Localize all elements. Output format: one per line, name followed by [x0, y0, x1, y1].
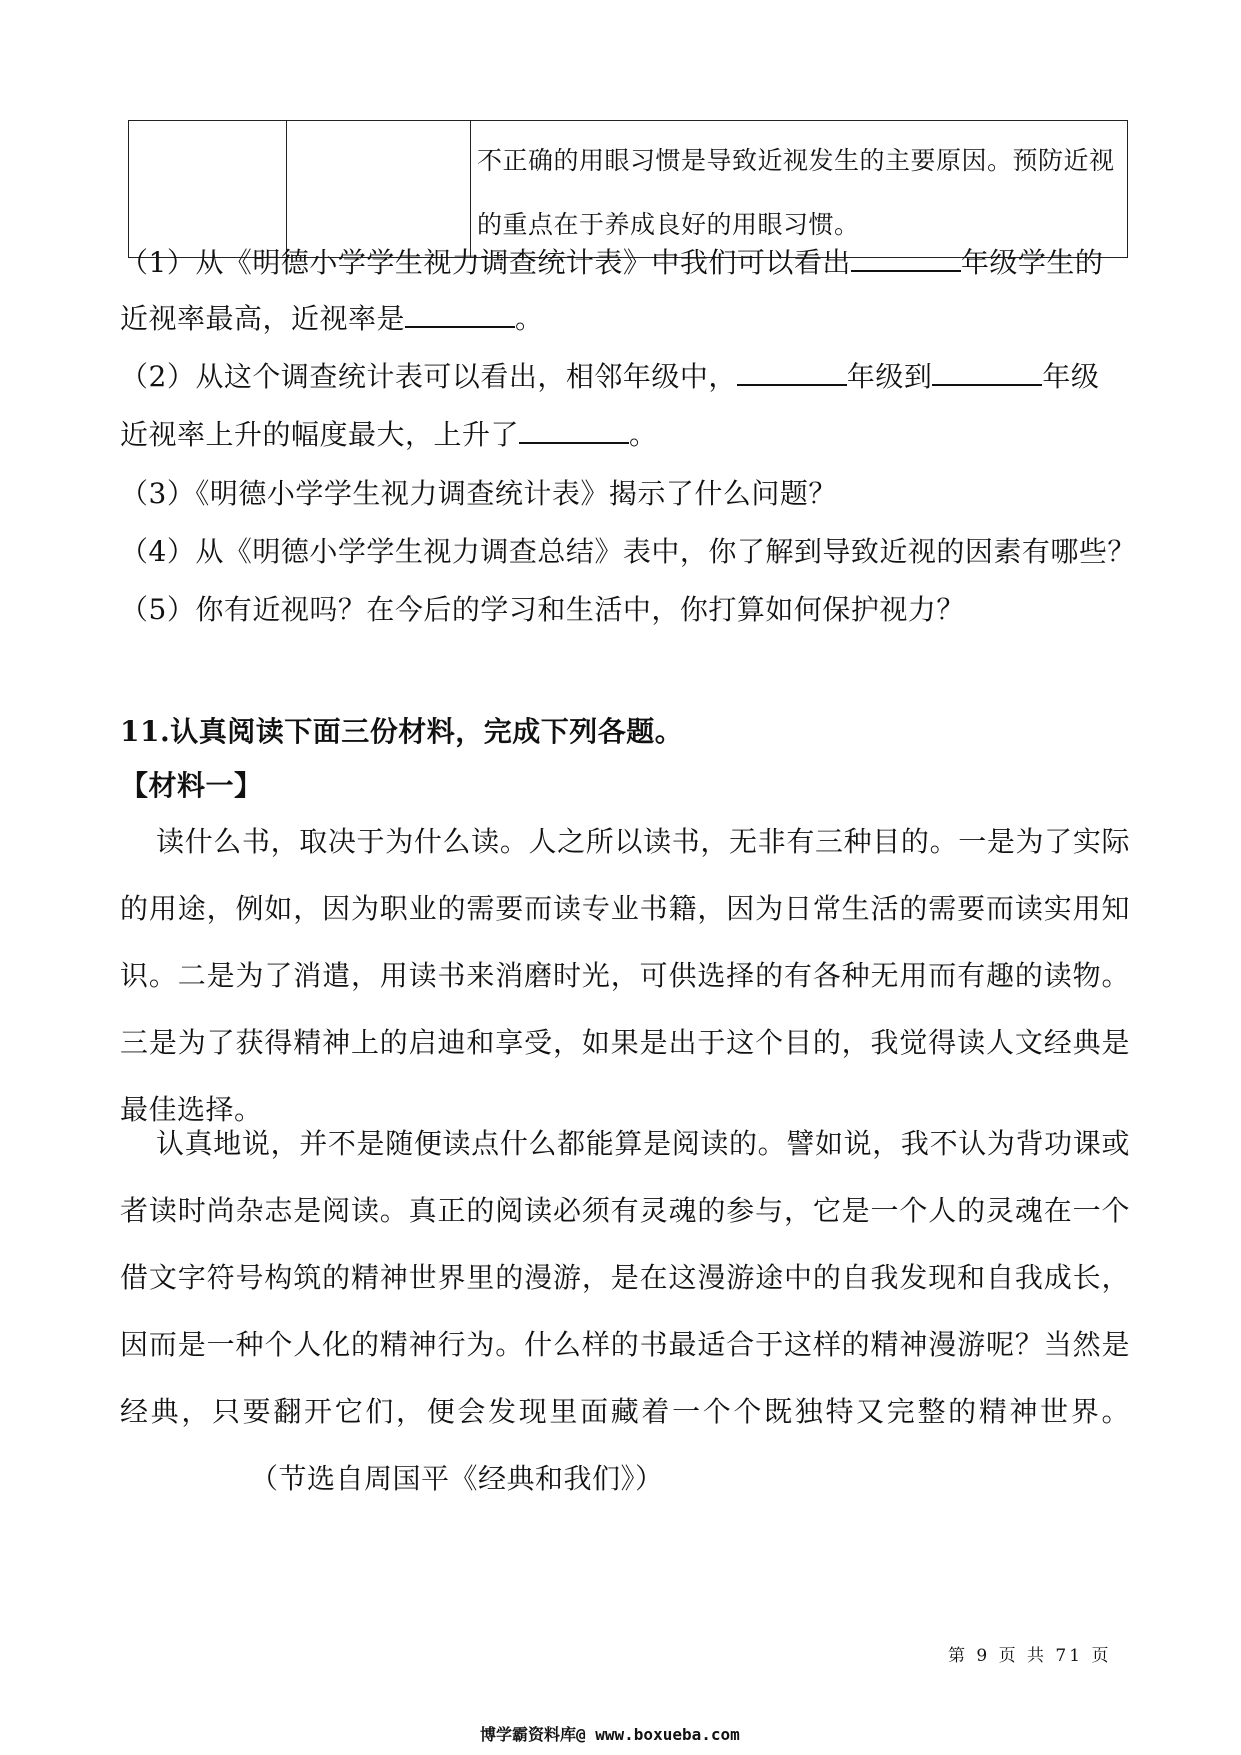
question-2-line-2 — [120, 414, 1130, 455]
answer-blank[interactable] — [405, 298, 515, 328]
section-11-heading: 11.认真阅读下面三份材料，完成下列各题。 — [120, 715, 684, 748]
q1-text-b: 年级学生的 — [960, 246, 1104, 279]
watermark: 博学霸资料库@ www.boxueba.com — [480, 1725, 740, 1744]
answer-blank[interactable] — [737, 356, 847, 386]
question-5: （5）你有近视吗？在今后的学习和生活中，你打算如何保护视力？ — [120, 593, 965, 626]
material-one-paragraph-1: 读什么书，取决于为什么读。人之所以读书，无非有三种目的。一是为了实际的用途，例如，因为职业的需要而读专业书籍，因为日常生活的需要而读实用知识。二是为了消遣，用读书来消磨时光，可供选择的有各种无用而有趣的读物。三是为了获得精神上的启迪和享受，如果是出于这个目的，我觉得读人文经典是最佳选择。 — [120, 825, 1130, 1126]
answer-blank[interactable] — [851, 242, 961, 272]
question-4: （4）从《明德小学学生视力调查总结》表中，你了解到导致近视的因素有哪些？ — [120, 535, 1136, 568]
answer-blank[interactable] — [519, 414, 629, 444]
q2-text-d: 近视率上升的幅度最大，上升了 — [120, 418, 520, 451]
table-cell-content: 不正确的用眼习惯是导致近视发生的主要原因。预防近视的重点在于养成良好的用眼习惯。 — [477, 146, 1115, 239]
answer-blank[interactable] — [932, 356, 1042, 386]
q1-text-a: （1）从《明德小学学生视力调查统计表》中我们可以看出 — [120, 246, 851, 279]
question-1-line-1 — [120, 242, 1130, 283]
material-one-paragraph-2 — [120, 1110, 1130, 1512]
q2-text-c: 年级 — [1042, 360, 1100, 393]
table-cell-text — [471, 121, 1128, 258]
q2-text-a: （2）从这个调查统计表可以看出，相邻年级中， — [120, 360, 737, 393]
material-one-label: 【材料一】 — [120, 769, 263, 802]
table-cell-empty — [129, 121, 287, 258]
table-cell-empty — [287, 121, 471, 258]
paragraph-2-text: 认真地说，并不是随便读点什么都能算是阅读的。譬如说，我不认为背功课或者读时尚杂志是阅读。真正的阅读必须有灵魂的参与，它是一个人的灵魂在一个借文字符号构筑的精神世界里的漫游，是在这漫游途中的自我发现和自我成长，因而是一种个人化的精神行为。什么样的书最适合于这样的精神漫游呢？当然是经典，只要翻开它们，便会发现里面藏着一个个既独特又完整的精神世界。 — [120, 1127, 1130, 1428]
page-number: 第 9 页 共 71 页 — [948, 1646, 1112, 1666]
question-3: （3）《明德小学学生视力调查统计表》揭示了什么问题？ — [120, 477, 837, 510]
question-2-line-1 — [120, 356, 1130, 397]
q1-text-c: 近视率最高，近视率是 — [120, 302, 406, 335]
table-row — [129, 121, 1128, 258]
source-citation: （节选自周国平《经典和我们》） — [250, 1462, 664, 1495]
q2-text-e: 。 — [629, 418, 658, 451]
survey-summary-table — [128, 120, 1128, 258]
q2-text-b: 年级到 — [846, 360, 933, 393]
question-1-line-2 — [120, 298, 1130, 339]
q1-text-d: 。 — [515, 302, 544, 335]
